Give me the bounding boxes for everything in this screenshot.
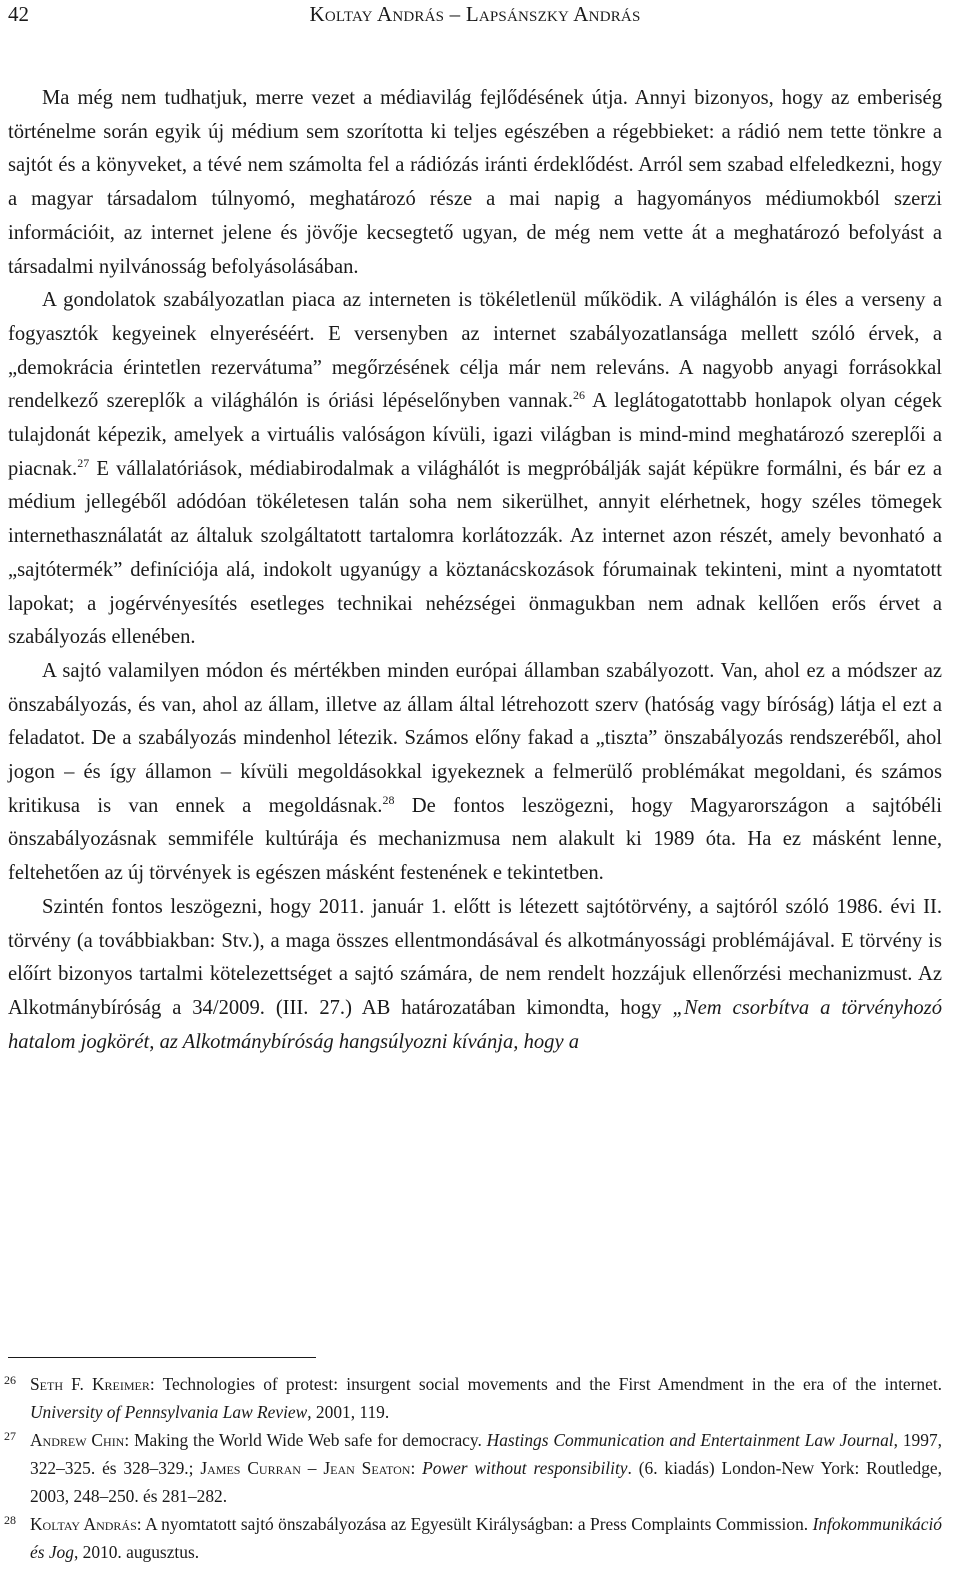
paragraph-3-text-a: A sajtó valamilyen módon és mértékben minden európai államban szabályozott. Van, ahol ez a módszer az önszabályozás, és van, ahol az állam, illetve az állam által létrehozott szerv (hatóság vagy bíróság) látja el ezt a feladatot. De a szabályozás mindenhol létezik. Számos előny fakad a „tiszta” önszabályozás rendszeréből, ahol jogon – és így államon – kívüli megoldásokkal igyekeznek a felmerülő problémákat megoldani, és számos kritikusa is van ennek a megoldásnak.	[8, 659, 942, 817]
paragraph-4-quote: „Nem csorbítva a törvényhozó hatalom jogkörét, az Alkotmánybíróság hangsúlyozni kívánja, hogy a	[8, 996, 942, 1053]
page-number: 42	[8, 2, 29, 26]
paragraph-4-text: Szintén fontos leszögezni, hogy 2011. január 1. előtt is létezett sajtótörvény, a sajtóról szóló 1986. évi II. törvény (a továbbiakban: Stv.), a maga összes ellentmondásával és alkotmányossági problémájával. E törvény is előírt bizonyos tartalmi kötelezettséget a sajtó számára, de nem rendelt hozzájuk ellenőrzési mechanizmust. Az Alkotmánybíróság a 34/2009. (III. 27.) AB határozatában kimondta, hogy	[8, 895, 942, 1019]
footnote-journal: University of Pennsylvania Law Review	[30, 1402, 308, 1422]
paragraph-1	[8, 82, 942, 284]
footnote-text: : Technologies of protest: insurgent social movements and the First Amendment in the era of the internet.	[149, 1374, 943, 1394]
paragraph-2	[8, 284, 942, 655]
footnote-ref-27[interactable]: 27	[77, 455, 90, 470]
footnote-mid: , 1997, 322–325. és 328–329.;	[30, 1430, 942, 1478]
footnote-tail: . (6. kiadás) London-New York: Routledge, 2003, 248–250. és 281–282.	[30, 1458, 942, 1506]
footnote-tail: , 2001, 119.	[307, 1402, 390, 1422]
footnote-book: Power without responsibility	[422, 1458, 628, 1478]
footnote-text: : Making the World Wide Web safe for democracy.	[124, 1430, 487, 1450]
footnotes	[4, 1370, 943, 1566]
body-text	[8, 82, 942, 1059]
book-page	[4, 0, 943, 1593]
footnote-number: 28	[4, 1513, 16, 1527]
footnote-26	[4, 1370, 943, 1426]
footnote-27	[4, 1426, 942, 1510]
footnote-divider	[8, 1357, 316, 1358]
footnote-author: Seth F. Kreimer	[30, 1374, 150, 1394]
paragraph-4	[8, 891, 942, 1060]
footnote-28	[4, 1510, 942, 1566]
paragraph-3	[8, 655, 942, 891]
footnote-tail: , 2010. augusztus.	[73, 1542, 200, 1562]
paragraph-2-text-b: A leglátogatottabb honlapok olyan cégek tulajdonát képezik, amelyek a virtuális valóságon kívüli, igazi világban is mind-mind meghatározó szereplői a piacnak.	[8, 390, 942, 480]
running-head-author-1: Koltay András	[309, 2, 445, 26]
paragraph-1-text: Ma még nem tudhatjuk, merre vezet a médiavilág fejlődésének útja. Annyi bizonyos, hogy az emberiség történelme során egyik új médium sem szorította ki teljes egészében a régebbieket: a rádió nem tette tönkre a sajtót és a könyveket, a tévé nem számolta fel a rádiózás iránti érdeklődést. Arról sem szabad elfeledkezni, hogy a magyar társadalom túlnyomó, meghatározó része a mai napig a hagyományos médiumokból szerzi információit, az internet jelene és jövője kecsegtető ugyan, de még nem vette át a meghatározó befolyást a társadalmi nyilvánosság befolyásolásában.	[8, 87, 942, 278]
running-head	[8, 2, 942, 27]
running-head-separator: –	[444, 2, 466, 26]
footnote-colon: :	[410, 1458, 423, 1478]
paragraph-2-text-c: E vállalatóriások, médiabirodalmak a világhálót is megpróbálják saját képükre formálni, és bár ez a médium jellegéből adódóan tökéletesen talán soha nem sikerülhet, annyit elérhetnek, hogy széles tömegek internethasználatát az általuk szolgáltatott tartalomra korlátozzák. Az internet azon részét, amely bevonható a „sajtótermék” definíciója alá, indokolt ugyanúgy a köztanácskozások fórumainak tekinteni, mint a nyomtatott lapokat; a jogérvényesítés esetleges technikai nehézségei önmagukban nem adnak kellően erős érvet a szabályozás ellenében.	[8, 457, 942, 649]
footnote-journal: Infokommunikáció és Jog	[30, 1514, 942, 1562]
footnote-journal: Hastings Communication and Entertainment Law Journal	[486, 1430, 894, 1450]
paragraph-3-text-b: De fontos leszögezni, hogy Magyarországon a sajtóbéli önszabályozásnak semmiféle kultúrája és mechanizmusa nem alakult ki 1989 óta. Ha ez másként lenne, feltehetően az új törvények is egészen másként festenének e tekintetben.	[8, 794, 942, 885]
paragraph-2-text-a: A gondolatok szabályozatlan piaca az interneten is tökéletlenül működik. A világhálón is éles a verseny a fogyasztók kegyeinek elnyeréséért. E versenyben az internet szabályozatlansága mellett szóló érvek, a „demokrácia érintetlen rezervátuma” megőrzésének célja már nem releváns. A nagyobb anyagi forrásokkal rendelkező szereplők a világhálón is óriási lépéselőnyben vannak.	[8, 289, 942, 413]
footnote-author-2: James Curran – Jean Seaton	[200, 1458, 411, 1478]
footnote-number: 27	[4, 1429, 16, 1443]
footnote-ref-26[interactable]: 26	[573, 388, 586, 403]
page-header	[8, 2, 942, 32]
footnote-text: : A nyomtatott sajtó önszabályozása az Egyesült Királyságban: a Press Complaints Commission.	[136, 1514, 813, 1534]
running-head-author-2: Lapsánszky András	[465, 2, 641, 26]
footnote-ref-28[interactable]: 28	[382, 792, 395, 807]
footnote-author: Andrew Chin	[30, 1430, 125, 1450]
footnote-author: Koltay András	[30, 1514, 137, 1534]
footnote-number: 26	[4, 1373, 16, 1387]
